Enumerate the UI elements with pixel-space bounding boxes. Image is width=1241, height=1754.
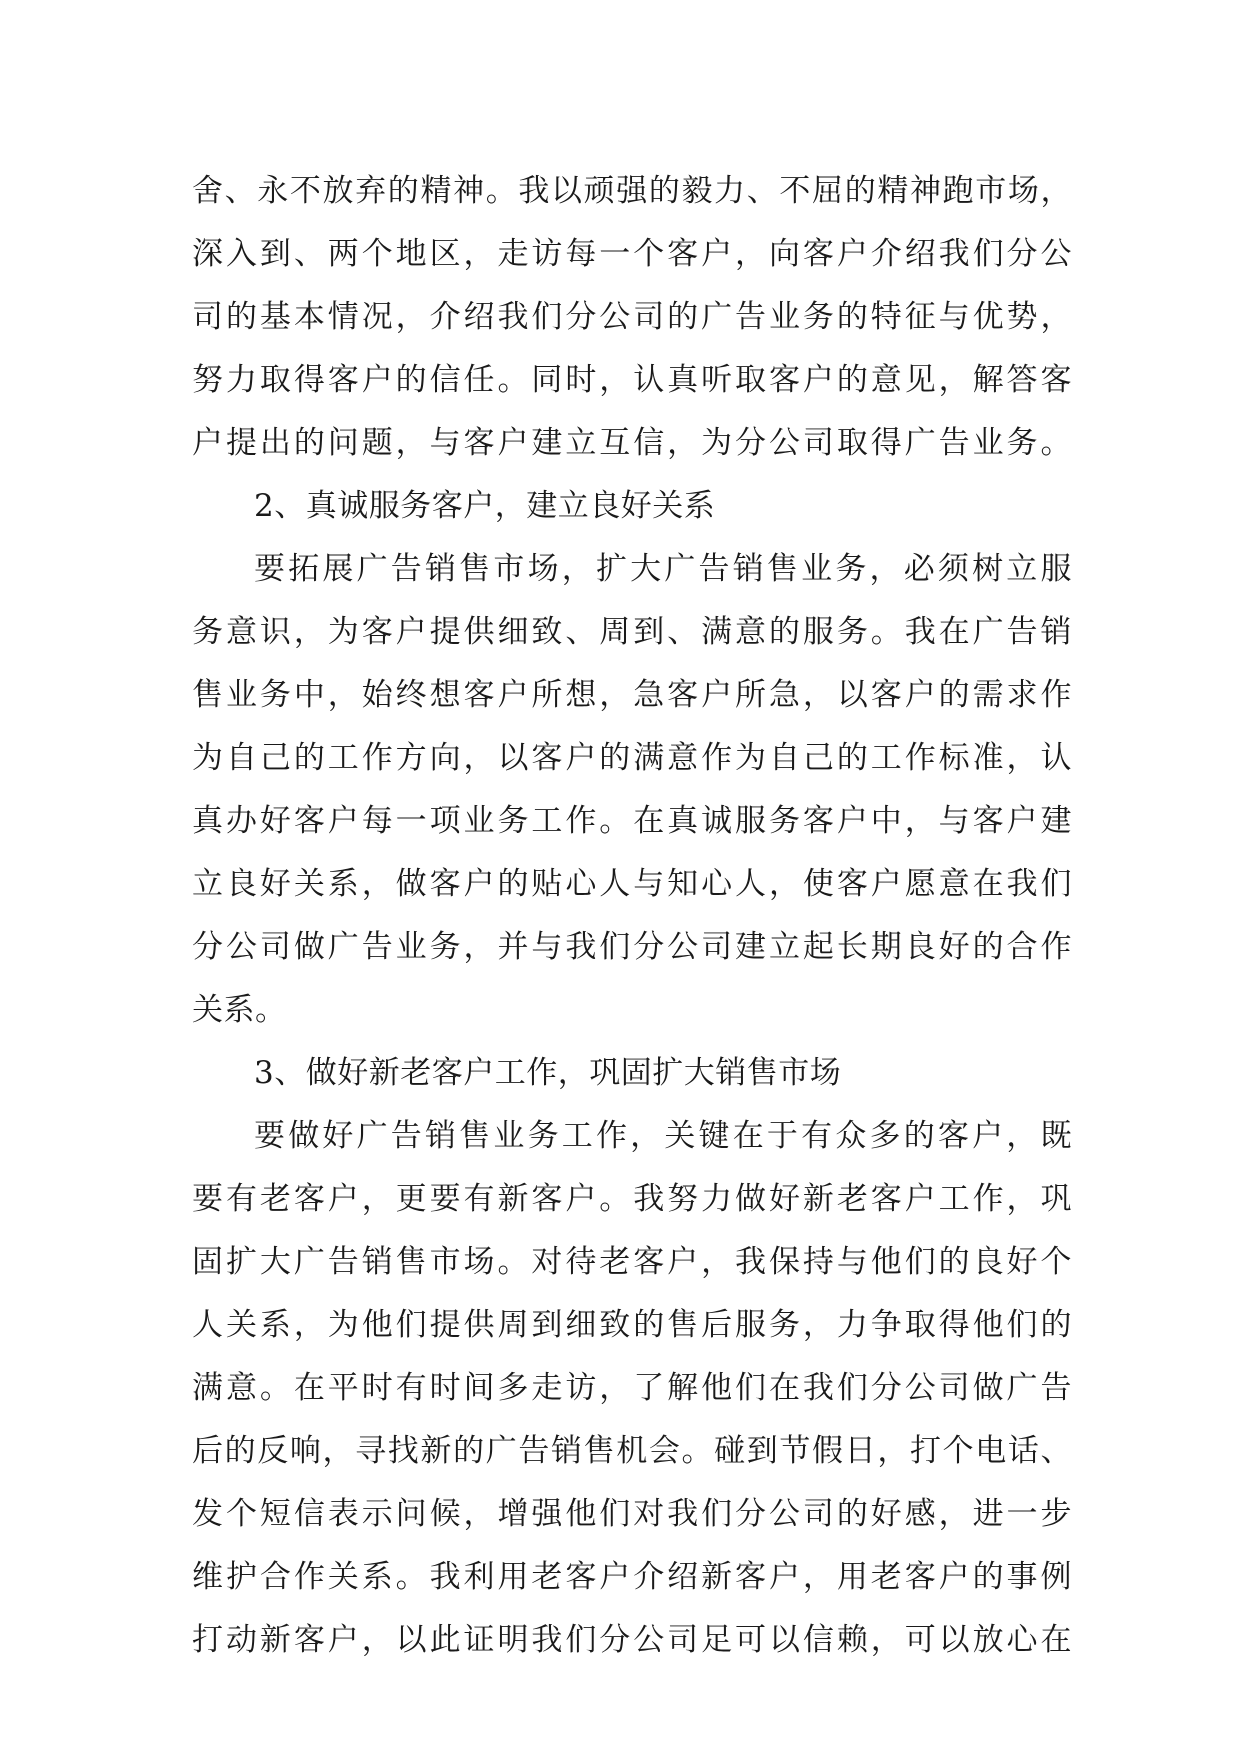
paragraph-line: 要有老客户，更要有新客户。我努力做好新老客户工作，巩 xyxy=(192,1181,1072,1217)
paragraph-line: 售业务中，始终想客户所想，急客户所急，以客户的需求作 xyxy=(192,677,1072,713)
paragraph-line: 深入到、两个地区，走访每一个客户，向客户介绍我们分公 xyxy=(192,236,1072,272)
paragraph-line: 维护合作关系。我利用老客户介绍新客户，用老客户的事例 xyxy=(192,1559,1072,1595)
paragraph-line: 发个短信表示问候，增强他们对我们分公司的好感，进一步 xyxy=(192,1496,1072,1532)
paragraph-line: 关系。 xyxy=(192,992,287,1028)
document-body xyxy=(192,160,1072,1672)
section-heading: 3、做好新老客户工作，巩固扩大销售市场 xyxy=(254,1055,842,1091)
paragraph-line: 人关系，为他们提供周到细致的售后服务，力争取得他们的 xyxy=(192,1307,1072,1343)
paragraph-line: 要拓展广告销售市场，扩大广告销售业务，必须树立服 xyxy=(254,551,1072,587)
paragraph-line: 为自己的工作方向，以客户的满意作为自己的工作标准，认 xyxy=(192,740,1072,776)
paragraph-line: 务意识，为客户提供细致、周到、满意的服务。我在广告销 xyxy=(192,614,1072,650)
paragraph-line: 分公司做广告业务，并与我们分公司建立起长期良好的合作 xyxy=(192,929,1072,965)
paragraph-line: 固扩大广告销售市场。对待老客户，我保持与他们的良好个 xyxy=(192,1244,1072,1280)
paragraph-line: 舍、永不放弃的精神。我以顽强的毅力、不屈的精神跑市场， xyxy=(192,173,1072,209)
paragraph-line: 后的反响，寻找新的广告销售机会。碰到节假日，打个电话、 xyxy=(192,1433,1072,1469)
paragraph-line: 司的基本情况，介绍我们分公司的广告业务的特征与优势， xyxy=(192,299,1072,335)
paragraph-line: 要做好广告销售业务工作，关键在于有众多的客户，既 xyxy=(254,1118,1072,1154)
paragraph-line: 满意。在平时有时间多走访，了解他们在我们分公司做广告 xyxy=(192,1370,1072,1406)
paragraph-line: 户提出的问题，与客户建立互信，为分公司取得广告业务。 xyxy=(192,425,1072,461)
section-heading: 2、真诚服务客户，建立良好关系 xyxy=(254,488,716,524)
paragraph-line: 努力取得客户的信任。同时，认真听取客户的意见，解答客 xyxy=(192,362,1072,398)
paragraph-line: 打动新客户，以此证明我们分公司足可以信赖，可以放心在 xyxy=(192,1622,1072,1658)
paragraph-line: 真办好客户每一项业务工作。在真诚服务客户中，与客户建 xyxy=(192,803,1072,839)
paragraph-line: 立良好关系，做客户的贴心人与知心人，使客户愿意在我们 xyxy=(192,866,1072,902)
